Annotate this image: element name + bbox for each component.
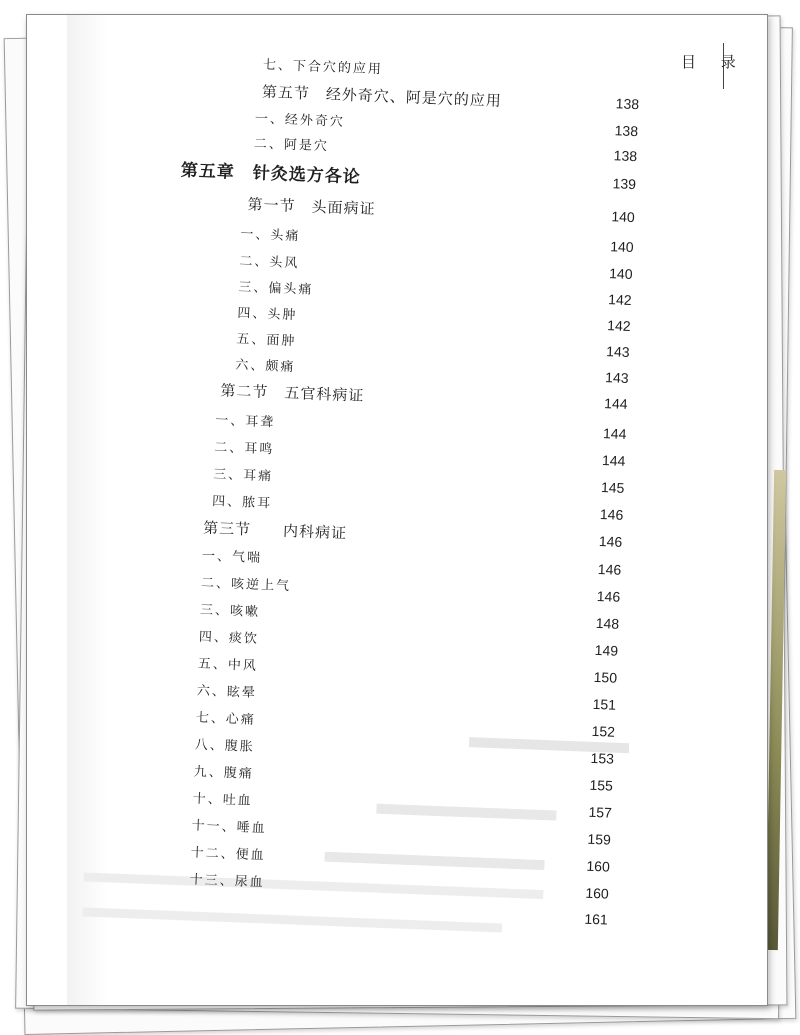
- toc-entry-label: 七、下合穴的应用: [262, 57, 384, 78]
- page-number: 138: [614, 122, 639, 140]
- page-number: 161: [584, 910, 609, 928]
- page-number: 152: [591, 722, 616, 740]
- page-number: 144: [603, 395, 628, 412]
- toc-entry-label: 一、气喘: [201, 548, 263, 567]
- page-number: 153: [590, 749, 615, 767]
- toc-entry-label: 四、脓耳: [211, 494, 273, 512]
- page-number: 149: [594, 641, 619, 659]
- toc-entry-label: 七、心痛: [195, 710, 257, 728]
- page-number: 144: [601, 452, 626, 469]
- page-number: 157: [588, 803, 613, 821]
- page-number: 143: [605, 343, 630, 361]
- toc-entry-label: 六、颇痛: [235, 357, 296, 376]
- toc-entry-label: 一、经外奇穴: [254, 111, 346, 130]
- page-number: 146: [596, 587, 621, 605]
- toc-page: [26, 14, 768, 1006]
- toc-section-heading: 第一节 头面病证: [247, 195, 376, 219]
- page-number: 140: [608, 265, 633, 283]
- page-number: 138: [615, 95, 640, 113]
- page-number: 146: [599, 506, 624, 523]
- toc-entry-label: 九、腹痛: [193, 764, 255, 782]
- toc-entry-label: 八、腹胀: [194, 737, 256, 755]
- bleed-through-mark: [324, 852, 544, 870]
- bleed-through-mark: [376, 804, 556, 821]
- page-number: 148: [595, 614, 620, 632]
- toc-entry-label: 三、耳痛: [212, 467, 274, 485]
- toc-section-heading: 第三节 内科病证: [202, 518, 348, 543]
- toc-section-heading: 第五节 经外奇穴、阿是穴的应用: [261, 82, 503, 110]
- page-number: 140: [609, 238, 634, 256]
- page-number: 150: [593, 668, 618, 686]
- table-of-contents: [26, 14, 767, 1006]
- toc-entry-label: 一、头痛: [240, 227, 301, 245]
- page-number: 146: [597, 560, 622, 578]
- toc-entry-label: 十二、便血: [190, 845, 266, 864]
- toc-entry-label: 五、面肿: [236, 331, 297, 350]
- toc-entry-label: 十一、唾血: [191, 818, 267, 837]
- page-number: 139: [612, 175, 637, 193]
- toc-entry-label: 一、耳聋: [214, 413, 276, 431]
- toc-entry-label: 三、咳嗽: [199, 602, 261, 621]
- page-number: 140: [611, 208, 636, 226]
- bleed-through-mark: [82, 907, 502, 932]
- page-number: 146: [598, 532, 623, 550]
- page-number: 145: [600, 479, 625, 496]
- toc-entry-label: 六、眩晕: [196, 683, 258, 701]
- toc-entry-label: 十、吐血: [192, 791, 253, 809]
- page-number: 159: [587, 830, 612, 848]
- page-number: 143: [604, 369, 629, 386]
- toc-entry-label: 五、中风: [197, 656, 259, 674]
- page-number: 151: [592, 695, 617, 713]
- toc-chapter-heading: 第五章 针灸选方各论: [180, 160, 362, 188]
- toc-entry-label: 二、咳逆上气: [200, 575, 292, 595]
- running-header: 目 录: [681, 53, 746, 71]
- page-number: 155: [589, 776, 614, 794]
- toc-entry-label: 四、头肿: [237, 305, 298, 324]
- page-number: 142: [607, 291, 632, 309]
- page-number: 142: [606, 317, 631, 335]
- toc-entry-label: 三、偏头痛: [238, 279, 314, 298]
- page-number: 144: [602, 425, 627, 442]
- toc-entry-label: 二、阿是穴: [253, 136, 330, 155]
- bleed-through-mark: [83, 872, 543, 899]
- toc-entry-label: 二、耳鸣: [213, 440, 275, 458]
- toc-entry-label: 十三、尿血: [189, 872, 265, 891]
- page-number: 160: [585, 884, 610, 902]
- page-number: 160: [586, 857, 611, 875]
- page-number: 138: [613, 147, 638, 165]
- toc-entry-label: 二、头风: [239, 253, 300, 272]
- toc-section-heading: 第二节 五官科病证: [220, 381, 365, 405]
- toc-entry-label: 四、痰饮: [198, 629, 260, 648]
